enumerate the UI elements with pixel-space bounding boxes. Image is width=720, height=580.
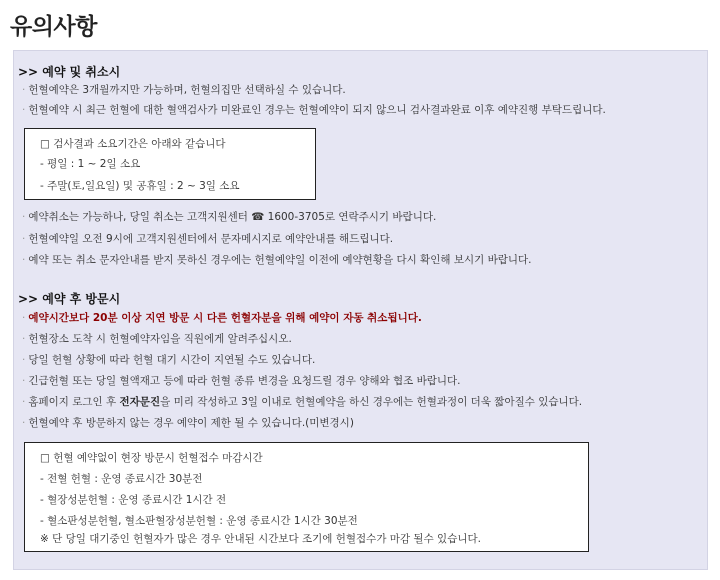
list-item: · 예약 또는 취소 문자안내를 받지 못하신 경우에는 헌혈예약일 이전에 예약현황을 다시 확인해 보시기 바랍니다. bbox=[22, 254, 532, 266]
box-line: - 평일 : 1 ~ 2일 소요 bbox=[40, 158, 141, 170]
heading-prefix: >> bbox=[18, 65, 39, 79]
bullet-icon: · bbox=[22, 333, 26, 345]
list-item: · 당일 헌혈 상황에 따라 헌혈 대기 시간이 지연될 수도 있습니다. bbox=[22, 354, 316, 366]
bullet-icon: · bbox=[22, 211, 26, 223]
box-line: - 주말(토,일요일) 및 공휴일 : 2 ~ 3일 소요 bbox=[40, 180, 240, 192]
box-note: ※ 단 당일 대기중인 헌혈자가 많은 경우 안내된 시간보다 조기에 헌혈접수가 마감 될수 있습니다. bbox=[40, 533, 481, 545]
bold-text: 전자문진 bbox=[119, 396, 161, 408]
list-item: · 헌혈예약일 오전 9시에 고객지원센터에서 문자메시지로 예약안내를 해드립니다. bbox=[22, 233, 394, 245]
list-item: · 예약취소는 가능하나, 당일 취소는 고객지원센터 ☎ 1600-3705로 연락주시기 바랍니다. bbox=[22, 211, 437, 223]
box-title: □ 헌혈 예약없이 현장 방문시 헌혈접수 마감시간 bbox=[40, 452, 263, 464]
bullet-icon: · bbox=[22, 84, 26, 96]
heading-prefix: >> bbox=[18, 292, 39, 306]
bullet-icon: · bbox=[22, 233, 26, 245]
list-item: · 홈페이지 로그인 후 전자문진을 미리 작성하고 3일 이내로 헌혈예약을 하신 경우에는 헌혈과정이 더욱 짧아질수 있습니다. bbox=[22, 396, 583, 408]
section-title: 예약 및 취소시 bbox=[42, 65, 121, 79]
bullet-icon: · bbox=[22, 354, 26, 366]
box-line: - 혈소판성분헌혈, 혈소판혈장성분헌혈 : 운영 종료시간 1시간 30분전 bbox=[40, 515, 358, 527]
bullet-icon: · bbox=[22, 312, 26, 324]
warning-item: · 예약시간보다 20분 이상 지연 방문 시 다른 헌혈자분을 위해 예약이 자동 취소됩니다. bbox=[22, 312, 422, 324]
bullet-icon: · bbox=[22, 104, 26, 116]
list-item: · 헌혈예약 시 최근 헌혈에 대한 혈액검사가 미완료인 경우는 헌혈예약이 되지 않으니 검사결과완료 이후 예약진행 부탁드립니다. bbox=[22, 104, 606, 116]
section-heading-visit bbox=[18, 290, 120, 307]
box-title: □ 검사결과 소요기간은 아래와 같습니다 bbox=[40, 138, 226, 150]
box-line: - 전혈 헌혈 : 운영 종료시간 30분전 bbox=[40, 473, 203, 485]
list-item: · 헌혈장소 도착 시 헌혈예약자임을 직원에게 알려주십시오. bbox=[22, 333, 292, 345]
list-item: · 헌혈예약은 3개월까지만 가능하며, 헌혈의집만 선택하실 수 있습니다. bbox=[22, 84, 346, 96]
page-title: 유의사항 bbox=[10, 14, 97, 40]
list-item: · 헌혈예약 후 방문하지 않는 경우 예약이 제한 될 수 있습니다.(미변경시) bbox=[22, 417, 354, 429]
bullet-icon: · bbox=[22, 396, 26, 408]
list-item: · 긴급헌혈 또는 당일 혈액재고 등에 따라 헌혈 종류 변경을 요청드릴 경우 양해와 협조 바랍니다. bbox=[22, 375, 461, 387]
bullet-icon: · bbox=[22, 417, 26, 429]
section-title: 예약 후 방문시 bbox=[42, 292, 121, 306]
section-heading-reservation bbox=[18, 63, 120, 80]
box-line: - 혈장성분헌혈 : 운영 종료시간 1시간 전 bbox=[40, 494, 227, 506]
bullet-icon: · bbox=[22, 254, 26, 266]
bullet-icon: · bbox=[22, 375, 26, 387]
